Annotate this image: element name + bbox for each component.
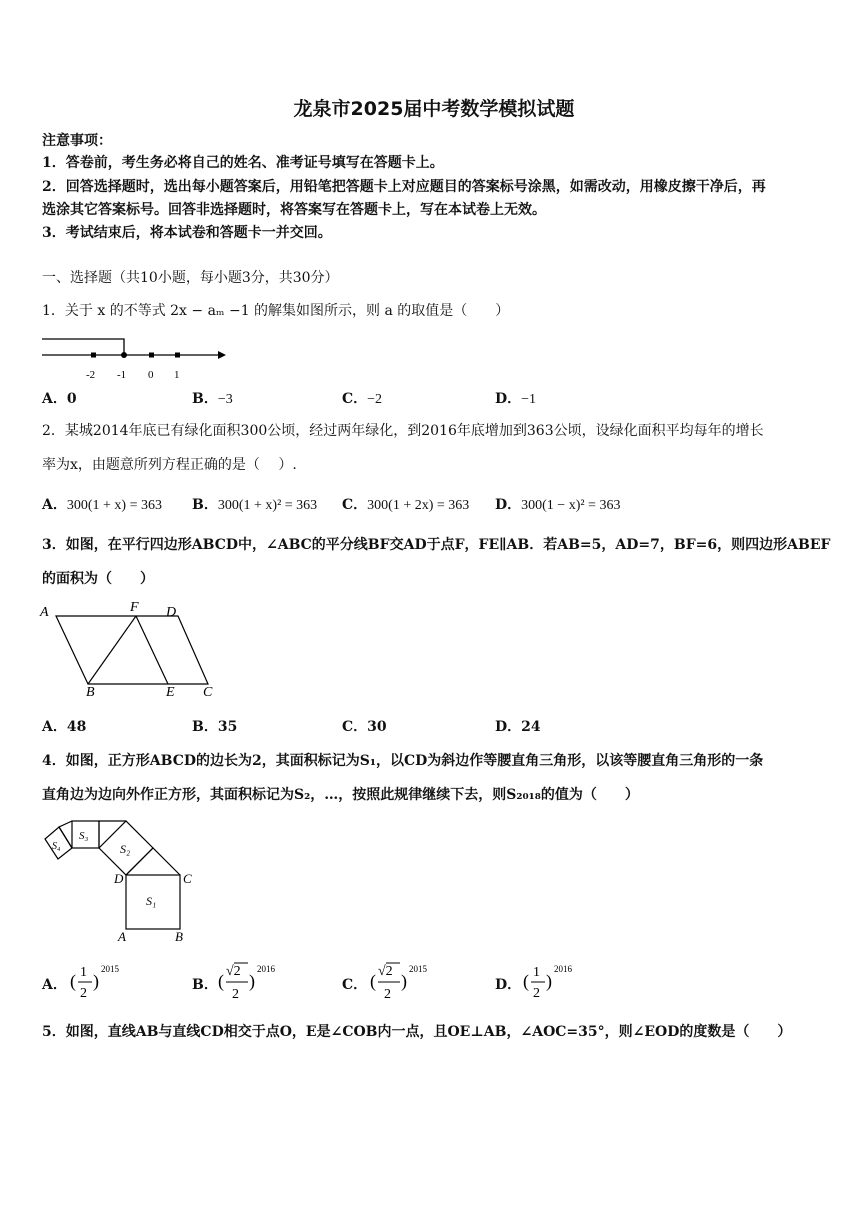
- q5-stem: 5．如图，直线AB与直线CD相交于点O，E是∠COB内一点，且OE⊥AB，∠AOC=35°，则∠EOD的度数是（ ）: [42, 1024, 792, 1040]
- q4-option-b-expr: [218, 958, 298, 1006]
- q4-label-s4: S₄: [52, 841, 61, 852]
- q1-tick-0: 0: [148, 369, 154, 381]
- svg-text:1: 1: [533, 965, 540, 980]
- svg-text:(: (: [70, 971, 76, 991]
- q1-option-a[interactable]: A．0: [42, 391, 77, 407]
- svg-text:): ): [93, 971, 99, 991]
- svg-text:2: 2: [533, 986, 540, 1001]
- q4-option-d-expr: [523, 962, 593, 1006]
- svg-text:2: 2: [384, 987, 391, 1002]
- notice-item-3: 3．考试结束后，将本试卷和答题卡一并交回。: [42, 225, 332, 241]
- svg-text:(: (: [370, 971, 376, 991]
- notice-item-2: 2．回答选择题时，选出每小题答案后，用铅笔把答题卡上对应题目的答案标号涂黑，如需改动，用橡皮擦干净后，再: [42, 179, 766, 195]
- svg-text:): ): [249, 971, 255, 991]
- q4-stem-line1: 4．如图，正方形ABCD的边长为2，其面积标记为S₁，以CD为斜边作等腰直角三角形，以该等腰直角三角形的一条: [42, 753, 764, 769]
- q3-label-b: B: [86, 685, 95, 700]
- q4-label-s2: S₂: [120, 842, 131, 856]
- svg-text:): ): [401, 971, 407, 991]
- q2-option-b[interactable]: B．300(1 + x)² = 363: [192, 497, 318, 513]
- q3-option-b[interactable]: B．35: [192, 719, 238, 735]
- q4-label-s3: S₃: [79, 830, 89, 842]
- q3-label-e: E: [166, 685, 175, 700]
- q2-stem-line2: 率为x，由题意所列方程正确的是（ ）.: [42, 457, 297, 473]
- q1-option-b[interactable]: B．−3: [192, 391, 233, 407]
- q1-number-line: [40, 333, 230, 383]
- svg-text:2016: 2016: [554, 964, 572, 974]
- svg-text:√2: √2: [378, 964, 393, 979]
- q3-label-c: C: [203, 685, 213, 700]
- svg-text:(: (: [523, 971, 529, 991]
- q3-option-c[interactable]: C．30: [342, 719, 387, 735]
- q4-squares-figure: [40, 813, 202, 945]
- q4-label-a: A: [118, 929, 126, 944]
- q4-option-c-expr: [370, 958, 450, 1006]
- q1-option-d[interactable]: D．−1: [495, 391, 537, 407]
- notice-item-2-cont: 选涂其它答案标号。回答非选择题时，将答案写在答题卡上，写在本试卷上无效。: [42, 202, 546, 218]
- svg-text:1: 1: [80, 965, 87, 980]
- svg-text:√2: √2: [226, 964, 241, 979]
- q3-label-a: A: [40, 605, 49, 620]
- q3-stem-line1: 3．如图，在平行四边形ABCD中，∠ABC的平分线BF交AD于点F，FE∥AB．若AB=5，AD=7，BF=6，则四边形ABEF: [42, 537, 831, 553]
- notice-heading: 注意事项：: [42, 133, 112, 149]
- q4-label-s1: S₁: [146, 894, 157, 908]
- svg-text:2016: 2016: [257, 964, 275, 974]
- q4-label-c: C: [183, 871, 192, 886]
- q3-label-f: F: [130, 600, 139, 615]
- svg-text:2015: 2015: [101, 964, 119, 974]
- svg-text:2: 2: [80, 986, 87, 1001]
- svg-text:): ): [546, 971, 552, 991]
- q2-option-a[interactable]: A．300(1 + x) = 363: [42, 497, 162, 513]
- q2-stem-line1: 2．某城2014年底已有绿化面积300公顷，经过两年绿化，到2016年底增加到363公顷，设绿化面积平均每年的增长: [42, 423, 764, 439]
- q1-tick-neg1: -1: [117, 369, 127, 381]
- q1-stem: 1．关于 x 的不等式 2x − aₘ −1 的解集如图所示，则 a 的取值是（ ）: [42, 303, 510, 319]
- q4-label-b: B: [175, 929, 183, 944]
- q3-parallelogram-figure: [38, 598, 220, 700]
- page-title: 龙泉市2025届中考数学模拟试题: [293, 98, 575, 120]
- section-heading: 一、选择题（共10小题，每小题3分，共30分）: [42, 270, 339, 286]
- svg-text:2: 2: [232, 987, 239, 1002]
- q3-label-d: D: [166, 605, 177, 620]
- q3-stem-line2: 的面积为（ ）: [42, 571, 154, 587]
- svg-text:2015: 2015: [409, 964, 427, 974]
- q4-stem-line2: 直角边为边向外作正方形，其面积标记为S₂，…，按照此规律继续下去，则S₂₀₁₈的值为（ ）: [42, 787, 639, 803]
- q2-option-c[interactable]: C．300(1 + 2x) = 363: [342, 497, 470, 513]
- q1-tick-neg2: -2: [86, 369, 96, 381]
- svg-text:(: (: [218, 971, 224, 991]
- q3-option-a[interactable]: A．48: [42, 719, 87, 735]
- q1-option-c[interactable]: C．−2: [342, 391, 383, 407]
- q4-option-a-expr: [70, 962, 140, 1006]
- q4-label-d: D: [114, 871, 124, 886]
- q2-option-d[interactable]: D．300(1 − x)² = 363: [495, 497, 621, 513]
- q1-tick-1: 1: [174, 369, 180, 381]
- q3-option-d[interactable]: D．24: [495, 719, 541, 735]
- notice-item-1: 1．答卷前，考生务必将自己的姓名、准考证号填写在答题卡上。: [42, 155, 444, 171]
